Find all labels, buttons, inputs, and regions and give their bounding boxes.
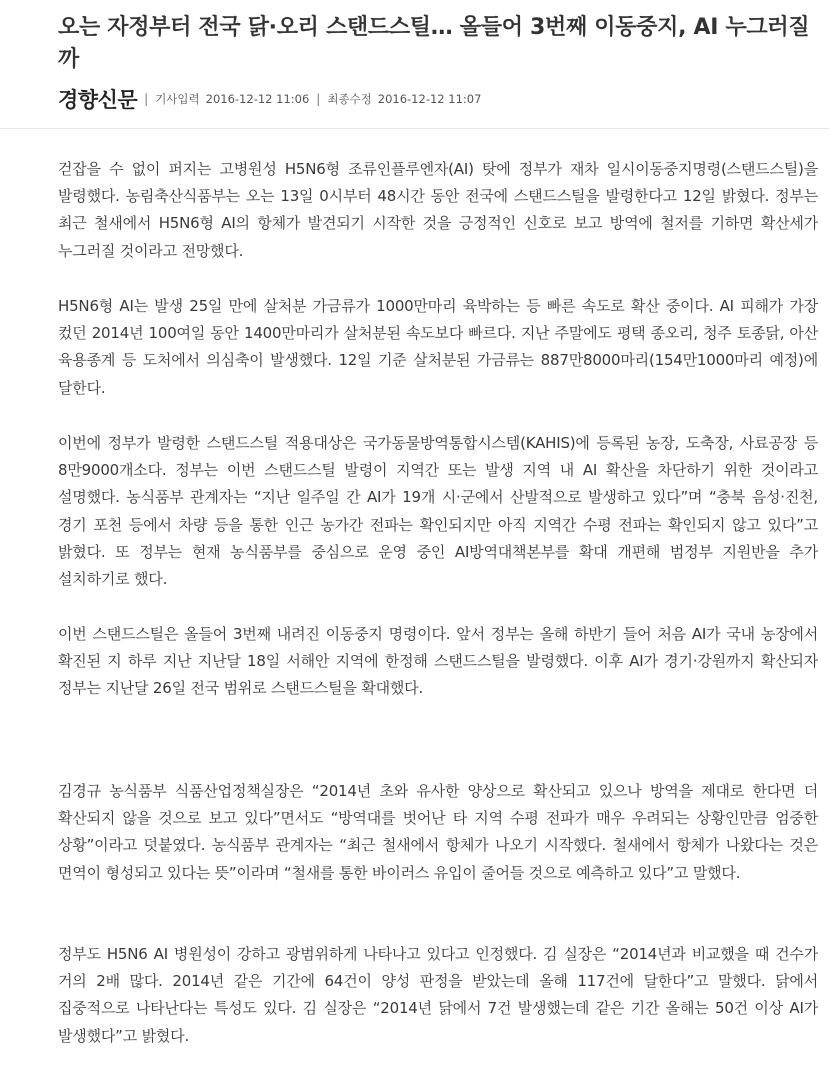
edit-time-label: 최종수정 <box>327 92 372 106</box>
publisher-logo: 경향신문 <box>58 87 138 112</box>
meta-separator: | <box>144 92 149 106</box>
input-time-label: 기사입력 <box>155 92 200 106</box>
article-meta <box>58 84 481 114</box>
input-timestamp: 2016-12-12 11:06 <box>205 92 310 106</box>
article-paragraph: H5N6형 AI는 발생 25일 만에 살처분 가금류가 1000만마리 육박하는 등 빠른 속도로 확산 중이다. AI 피해가 가장 컸던 2014년 100여일 동안 1400만마리가 살처분된 속도보다 빠르다. 지난 주말에도 평택 종오리, 청주 토종닭, 아산 육용종계 등 도처에서 의심축이 발생했다. 12일 기준 살처분된 가금류는 887만8000마리(154만1000마리 예정)에 달한다. <box>58 297 818 397</box>
header-divider <box>0 128 835 129</box>
article-headline: 오는 자정부터 전국 닭·오리 스탠드스틸… 올들어 3번째 이동중지, AI 누그러질까 <box>58 15 810 72</box>
page-edge <box>829 0 835 1078</box>
article-paragraph: 이번에 정부가 발령한 스탠드스틸 적용대상은 국가동물방역통합시스템(KAHIS)에 등록된 농장, 도축장, 사료공장 등 8만9000개소다. 정부는 이번 스탠드스틸 발령이 지역간 또는 발생 지역 내 AI 확산을 차단하기 위한 것이라고 설명했다. 농식품부 관계자는 “지난 일주일 간 AI가 19개 시·군에서 산발적으로 발생하고 있다”며 “충북 음성·진천, 경기 포천 등에서 차량 등을 통한 인근 농가간 전파는 확인되지만 아직 지역간 수평 전파는 확인되지 않고 있다”고 밝혔다. 또 정부는 현재 농식품부를 중심으로 운영 중인 AI방역대책본부를 확대 개편해 범정부 지원반을 추가 설치하기로 했다. <box>58 434 818 589</box>
article-paragraph: 이번 스탠드스틸은 올들어 3번째 내려진 이동중지 명령이다. 앞서 정부는 올해 하반기 들어 처음 AI가 국내 농장에서 확진된 지 하루 지난 지난달 18일 서해안 지역에 한정해 스탠드스틸을 발령했다. 이후 AI가 경기·강원까지 확산되자 정부는 지난달 26일 전국 범위로 스탠드스틸을 확대했다. <box>58 625 818 698</box>
article-paragraph: 걷잡을 수 없이 퍼지는 고병원성 H5N6형 조류인플루엔자(AI) 탓에 정부가 재차 일시이동중지명령(스탠드스틸)을 발령했다. 농림축산식품부는 오는 13일 0시부터 48시간 동안 전국에 스탠드스틸을 발령한다고 12일 밝혔다. 정부는 최근 철새에서 H5N6형 AI의 항체가 발견되기 시작한 것을 긍정적인 신호로 보고 방역에 철저를 기하면 확산세가 누그러질 것이라고 전망했다. <box>58 160 818 260</box>
article-paragraph: 정부도 H5N6 AI 병원성이 강하고 광범위하게 나타나고 있다고 인정했다. 김 실장은 “2014년과 비교했을 때 건수가 거의 2배 많다. 2014년 같은 기간에 64건이 양성 판정을 받았는데 올해 117건에 달한다”고 말했다. 닭에서 집중적으로 나타난다는 특성도 있다. 김 실장은 “2014년 닭에서 7건 발생했는데 같은 기간 올해는 50건 이상 AI가 발생했다”고 밝혔다. <box>58 945 818 1045</box>
article-paragraph: 김경규 농식품부 식품산업정책실장은 “2014년 초와 유사한 양상으로 확산되고 있으나 방역을 제대로 한다면 더 확산되지 않을 것으로 보고 있다”면서도 “방역대를 벗어난 타 지역 수평 전파가 매우 우려되는 상황인만큼 엄중한 상황”이라고 덧붙였다. 농식품부 관계자는 “최근 철새에서 항체가 나오기 시작했다. 철새에서 항체가 나왔다는 것은 면역이 형성되고 있다는 뜻”이라며 “철새를 통한 바이러스 유입이 줄어들 것으로 예측하고 있다”고 말했다. <box>58 782 818 882</box>
edit-timestamp: 2016-12-12 11:07 <box>377 92 482 106</box>
meta-separator: | <box>316 92 321 106</box>
